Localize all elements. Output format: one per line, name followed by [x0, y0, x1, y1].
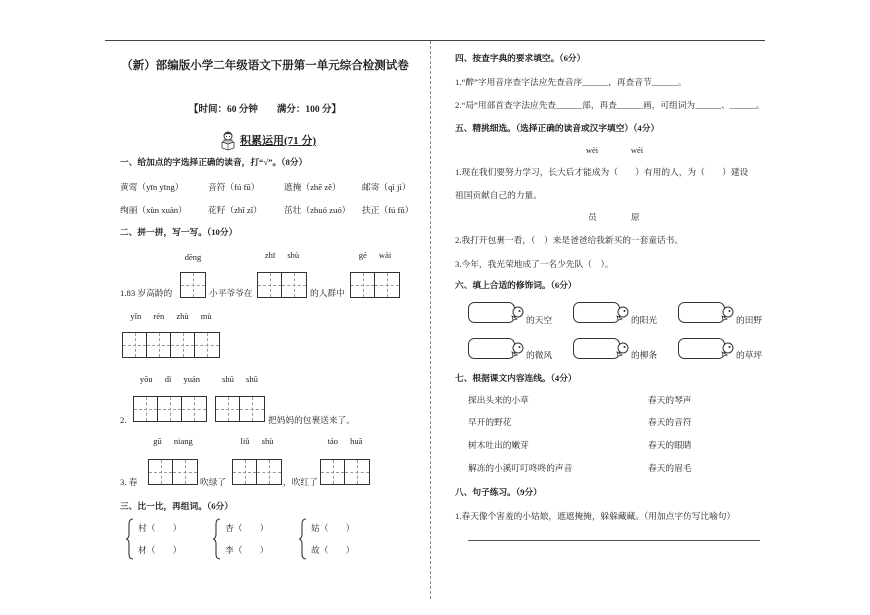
- pinyin-option: wèi: [585, 145, 599, 155]
- writing-cell: [158, 397, 182, 421]
- curly-brace: [299, 518, 307, 560]
- writing-cell: [134, 397, 158, 421]
- writing-grid: [350, 272, 400, 298]
- q2-sentence-1-part: 小平爷爷在: [209, 288, 253, 298]
- q2-sentence-3-part: 吹绿了: [200, 477, 227, 487]
- compare-pair: [126, 518, 206, 560]
- writing-grid: [133, 396, 207, 422]
- pinyin-label: liǔ shù: [240, 436, 274, 446]
- writing-cell: [240, 397, 264, 421]
- exam-title: （新）部编版小学二年级语文下册第一单元综合检测试卷: [121, 60, 409, 72]
- pinyin-label: gé wài: [358, 250, 392, 260]
- cartoon-student-reading-icon: [219, 131, 237, 151]
- modifier-target: 的柳条: [631, 350, 658, 360]
- q1-item: 邮寄（qì jì）: [362, 182, 411, 192]
- pinyin-label: zhī shù: [264, 250, 300, 260]
- writing-cell: [182, 397, 206, 421]
- q5-sentence-3: 3.今年，我光荣地成了一名少先队（ ）。: [455, 259, 614, 269]
- writing-cell: [147, 333, 171, 357]
- q4-heading: 四、按查字典的要求填空。（6分）: [455, 53, 586, 63]
- speech-bubble-icon: [573, 338, 629, 360]
- writing-grid: [215, 396, 265, 422]
- speech-bubble-icon: [468, 338, 524, 360]
- q2-sentence-1-part: 1.83 岁高龄的: [120, 288, 173, 298]
- modifier-target: 的草坪: [736, 350, 763, 360]
- modifier-target: 的田野: [736, 315, 763, 325]
- q2-sentence-3-part: 3. 春: [120, 477, 138, 487]
- q1-item: 遮掩（zhē zě）: [284, 182, 341, 192]
- compare-pair: [213, 518, 293, 560]
- q1-item: 绚丽（xùn xuàn）: [120, 205, 187, 215]
- writing-cell: [173, 460, 197, 484]
- q1-item: 花籽（zhǐ zǐ）: [208, 205, 262, 215]
- writing-grid: [232, 459, 282, 485]
- modifier-target: 的天空: [526, 315, 553, 325]
- writing-grid: [148, 459, 198, 485]
- q2-heading: 二、拼一拼，写一写。（10分）: [120, 227, 238, 237]
- match-right-item: 春天的琴声: [648, 395, 692, 405]
- writing-cell: [195, 333, 219, 357]
- pinyin-label: táo huā: [327, 436, 363, 446]
- writing-cell: [257, 460, 281, 484]
- compare-word: 李（ ）: [225, 545, 269, 555]
- pinyin-label: shū shū: [222, 374, 258, 384]
- speech-bubble-icon: [678, 302, 734, 324]
- compare-word: 杏（ ）: [225, 523, 269, 533]
- writing-grid: [180, 272, 206, 298]
- writing-cell: [233, 460, 257, 484]
- q8-heading: 八、句子练习。（9分）: [455, 487, 542, 497]
- modifier-target: 的微风: [526, 350, 553, 360]
- compare-word: 姑（ ）: [311, 523, 355, 533]
- speech-bubble-icon: [573, 302, 629, 324]
- writing-grid: [320, 459, 370, 485]
- q1-item: 黄莺（yīn yīng）: [120, 182, 184, 192]
- q2-sentence-2-part: 2.: [120, 415, 127, 425]
- writing-cell: [149, 460, 173, 484]
- modifier-target: 的阳光: [631, 315, 658, 325]
- answer-line: [468, 540, 760, 541]
- q2-sentence-3-part: ，吹红了: [283, 477, 318, 487]
- compare-pair: [299, 518, 379, 560]
- writing-cell: [123, 333, 147, 357]
- match-left-item: 探出头来的小草: [468, 395, 529, 405]
- q1-heading: 一、给加点的字选择正确的读音，打“√”。（8分）: [120, 157, 308, 167]
- q4-item: 2.“局”用部首查字法应先查______部，再查______画，可组词为______、______。: [455, 100, 765, 110]
- q3-heading: 三、比一比，再组词。（6分）: [120, 501, 233, 511]
- q7-heading: 七、根据课文内容连线。（4分）: [455, 373, 577, 383]
- pinyin-option: wéi: [630, 145, 644, 155]
- pinyin-label: dēng: [184, 252, 202, 262]
- writing-cell: [375, 273, 399, 297]
- writing-cell: [282, 273, 306, 297]
- match-left-item: 早开的野花: [468, 417, 512, 427]
- pinyin-label: gū niang: [153, 436, 193, 446]
- q1-item: 扶正（fú fǔ）: [362, 205, 414, 215]
- speech-bubble-icon: [678, 338, 734, 360]
- q2-sentence-1-part: 的人群中: [310, 288, 345, 298]
- compare-word: 故（ ）: [311, 545, 355, 555]
- pinyin-label: yǐn rén zhù mù: [130, 311, 212, 321]
- writing-grid: [122, 332, 220, 358]
- match-left-item: 解冻的小溪叮叮咚咚的声音: [468, 463, 573, 473]
- pinyin-label: yōu dì yuán: [139, 374, 201, 384]
- writing-cell: [216, 397, 240, 421]
- compare-word: 材（ ）: [138, 545, 182, 555]
- char-option: 员: [588, 212, 597, 222]
- q2-sentence-2-part: 把妈妈的包裹送来了。: [268, 415, 355, 425]
- q1-item: 茁壮（zhuó zuó）: [284, 205, 351, 215]
- q5-sentence-1-line: 1.现在我们要努力学习，长大后才能成为（ ）有用的人，为（ ）建设: [455, 167, 749, 177]
- match-left-item: 树木吐出的嫩芽: [468, 440, 529, 450]
- match-right-item: 春天的音符: [648, 417, 692, 427]
- writing-cell: [321, 460, 345, 484]
- q4-item: 1.“醉”字用音序查字法应先查音序______，再查音节______。: [455, 77, 687, 87]
- writing-grid: [257, 272, 307, 298]
- match-right-item: 春天的眼睛: [648, 440, 692, 450]
- curly-brace: [213, 518, 221, 560]
- exam-time-score: 【时间：60 分钟 满分：100 分】: [188, 105, 341, 115]
- q8-item: 1.春天像个害羞的小姑娘，遮遮掩掩，躲躲藏藏。（用加点字仿写比喻句）: [455, 511, 736, 521]
- writing-cell: [258, 273, 282, 297]
- compare-word: 村（ ）: [138, 523, 182, 533]
- q5-heading: 五、精挑细选。（选择正确的读音或汉字填空）（4分）: [455, 123, 660, 133]
- part-header: 积累运用(71 分): [240, 135, 317, 147]
- curly-brace: [126, 518, 134, 560]
- writing-cell: [181, 273, 205, 297]
- top-rule: [105, 40, 765, 41]
- speech-bubble-icon: [468, 302, 524, 324]
- column-divider: [430, 41, 431, 599]
- writing-cell: [351, 273, 375, 297]
- q6-heading: 六、填上合适的修饰词。（6分）: [455, 280, 577, 290]
- q5-sentence-2: 2.我打开包裹一看，（ ）来是爸爸给我新买的一套童话书。: [455, 235, 684, 245]
- writing-cell: [171, 333, 195, 357]
- q5-sentence-1-line: 祖国贡献自己的力量。: [455, 190, 542, 200]
- writing-cell: [345, 460, 369, 484]
- match-right-item: 春天的眉毛: [648, 463, 692, 473]
- char-option: 原: [631, 212, 640, 222]
- q1-item: 音符（fú fū）: [208, 182, 260, 192]
